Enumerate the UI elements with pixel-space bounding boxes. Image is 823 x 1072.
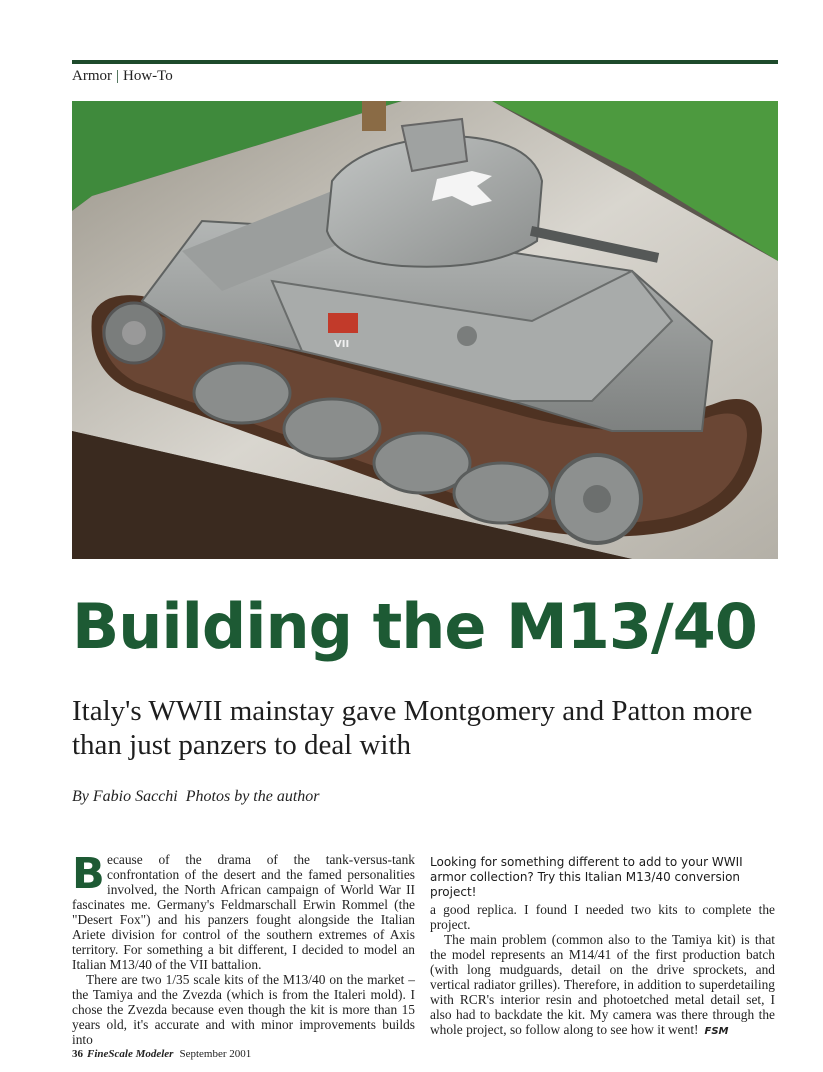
page-number: 36 <box>72 1048 83 1060</box>
body-paragraph-4-text: The main problem (common also to the Tamiya kit) is that the model represents an M14/41 of the first production batch (with long mudguards, detail on the drive sprockets, and vertical radiator grilles). Therefore, in addition to superdetailing with RCR's interior resin and photoetched metal detail set, I also had to backdate the kit. My camera was there through the whole project, so follow along to see how it went! <box>430 932 775 1037</box>
body-column-1 <box>72 849 415 1047</box>
section-label <box>72 68 173 85</box>
body-paragraph-2: There are two 1/35 scale kits of the M13/40 on the market – the Tamiya and the Zvezda (which is from the Italeri mold). I chose the Zvezda because even though the kit is more than 15 years old, it's accurate and with minor improvements builds into <box>72 972 415 1047</box>
body-paragraph-1: ecause of the drama of the tank-versus-tank confrontation of the desert and the famed personalities involved, the North African campaign of World War II fascinates me. Germany's Feldmarschall Erwin Rommel (the "Desert Fox") and his panzers fought alongside the Italian Ariete division for control of the southern extremes of Axis territory. For something a bit different, I decided to model an Italian M13/40 of the VII battalion. <box>72 852 415 972</box>
issue-date: September 2001 <box>179 1048 252 1060</box>
drop-cap: B <box>72 849 105 899</box>
subsection-name: How-To <box>123 68 173 84</box>
photo-credit: Photos by the author <box>185 788 320 805</box>
article-subtitle: Italy's WWII mainstay gave Montgomery and Patton more than just panzers to deal with <box>72 695 753 761</box>
end-mark: FSM <box>704 1026 729 1037</box>
body-column-2 <box>430 902 775 1039</box>
byline <box>72 788 328 806</box>
bogie-1 <box>194 363 290 423</box>
author: By Fabio Sacchi <box>72 788 178 805</box>
article-title: Building the M13/40 <box>72 590 757 663</box>
top-rule <box>72 60 778 64</box>
section-separator: | <box>116 68 120 84</box>
section-name: Armor <box>72 68 112 84</box>
unit-insignia <box>328 313 358 333</box>
tank-model-illustration <box>72 101 778 559</box>
bogie-2 <box>284 399 380 459</box>
bogie-4 <box>454 463 550 523</box>
article-teaser: Looking for something different to add to your WWII armor collection? Try this Italian M13/40 conversion project! <box>430 855 743 899</box>
magazine-name: FineScale Modeler <box>87 1048 174 1060</box>
hero-photo <box>72 101 778 559</box>
body-paragraph-4 <box>430 932 775 1039</box>
hull-fitting <box>457 326 477 346</box>
figure-in-background <box>362 101 386 131</box>
idler-hub <box>122 321 146 345</box>
body-paragraph-3: a good replica. I found I needed two kits to complete the project. <box>430 902 775 932</box>
turret-hatch <box>402 119 467 171</box>
turret-number-marking: VII <box>334 339 350 350</box>
drive-sprocket-hub <box>583 485 611 513</box>
page-footer <box>72 1048 251 1060</box>
